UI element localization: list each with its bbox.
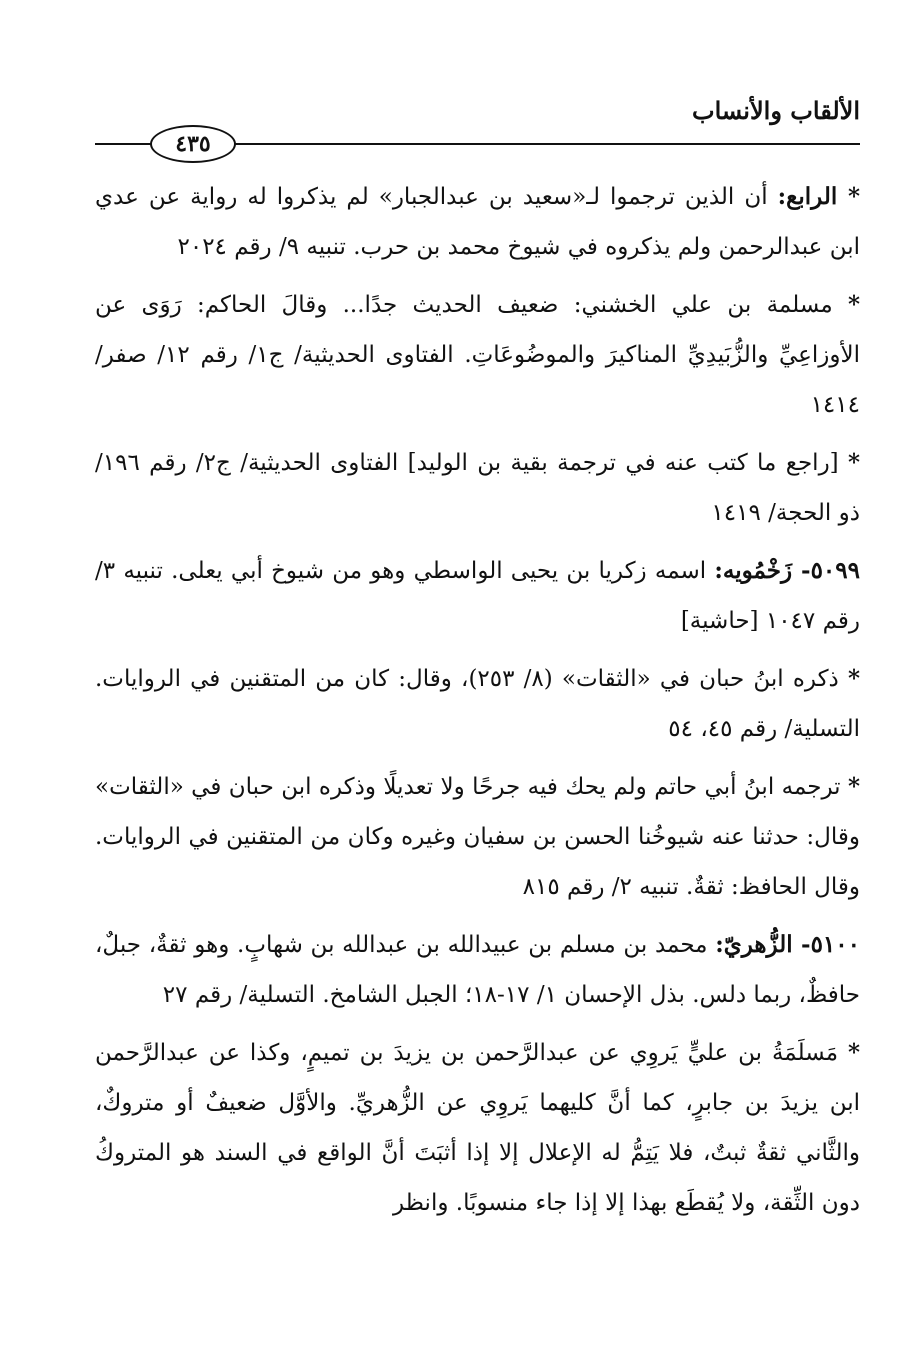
- paragraph-lead: *: [847, 1039, 860, 1066]
- paragraph-lead: *: [847, 291, 860, 318]
- running-header-title: الألقاب والأنساب: [691, 96, 860, 125]
- paragraph: [95, 172, 860, 272]
- paragraph-text: مسلمة بن علي الخشني: ضعيف الحديث جدًا... وقالَ الحاكم: رَوَى عن الأوزاعِيِّ والزُّبَيدِيِّ المناكيرَ والموضُوعَاتِ. الفتاوى الحديثية/ ج١/ رقم ١٢/ صفر/ ١٤١٤: [95, 292, 860, 418]
- body-text: [95, 172, 860, 1236]
- paragraph-text: ذكره ابنُ حبان في «الثقات» (٨/ ٢٥٣)، وقال: كان من المتقنين في الروايات. التسلية/ رقم ٤٥، ٥٤: [95, 666, 860, 742]
- paragraph: [95, 280, 860, 430]
- paragraph-text: ترجمه ابنُ أبي حاتم ولم يحك فيه جرحًا ولا تعديلًا وذكره ابن حبان في «الثقات» وقال: حدثنا عنه شيوخُنا الحسن بن سفيان وغيره وكان من المتقنين في الروايات. وقال الحافظ: ثقةٌ. تنبيه ٢/ رقم ٨١٥: [95, 774, 860, 900]
- paragraph-lead: *: [847, 773, 860, 800]
- paragraph-text: أن الذين ترجموا لـ«سعيد بن عبدالجبار» لم يذكروا له رواية عن عدي ابن عبدالرحمن ولم يذكروه في شيوخ محمد بن حرب. تنبيه ٩/ رقم ٢٠٢٤: [95, 184, 860, 260]
- entry-heading: ٥٠٩٩- زَخْمُويه:: [714, 557, 860, 584]
- paragraph-lead: * الرابع:: [777, 183, 860, 210]
- paragraph: [95, 1028, 860, 1228]
- paragraph: [95, 654, 860, 754]
- paragraph-text: مَسلَمَةُ بن عليٍّ يَروِي عن عبدالرَّحمن بن يزيدَ بن تميمٍ، وكذا عن عبدالرَّحمن ابن يزيدَ بن جابرٍ، كما أنَّ كليهما يَروِي عن الزُّهريِّ. والأوَّل ضعيفٌ أو متروكٌ، والثَّاني ثقةٌ ثبتٌ، فلا يَتِمُّ له الإعلال إلا إذا أثبَتَ أنَّ الواقع في السند هو المتروكُ دون الثِّقة، ولا يُقطَع بهذا إلا إذا جاء منسوبًا. وانظر: [95, 1040, 860, 1216]
- paragraph: [95, 438, 860, 538]
- paragraph: [95, 920, 860, 1020]
- paragraph-text: [راجع ما كتب عنه في ترجمة بقية بن الوليد] الفتاوى الحديثية/ ج٢/ رقم ١٩٦/ ذو الحجة/ ١٤١٩: [95, 450, 860, 526]
- entry-heading: ٥١٠٠- الزُّهريّ:: [715, 931, 860, 958]
- page-number: ٤٣٥: [175, 131, 211, 157]
- paragraph-lead: *: [847, 665, 860, 692]
- paragraph: [95, 762, 860, 912]
- page-number-badge: [150, 125, 236, 163]
- paragraph-text: محمد بن مسلم بن عبيدالله بن عبدالله بن شهابٍ. وهو ثقةٌ، جبلٌ، حافظٌ، ربما دلس. بذل الإحسان ١/ ١٧-١٨؛ الجبل الشامخ. التسلية/ رقم ٢٧: [95, 932, 860, 1008]
- paragraph-text: اسمه زكريا بن يحيى الواسطي وهو من شيوخ أبي يعلى. تنبيه ٣/ رقم ١٠٤٧ [حاشية]: [95, 558, 860, 634]
- paragraph: [95, 546, 860, 646]
- paragraph-lead: *: [847, 449, 861, 476]
